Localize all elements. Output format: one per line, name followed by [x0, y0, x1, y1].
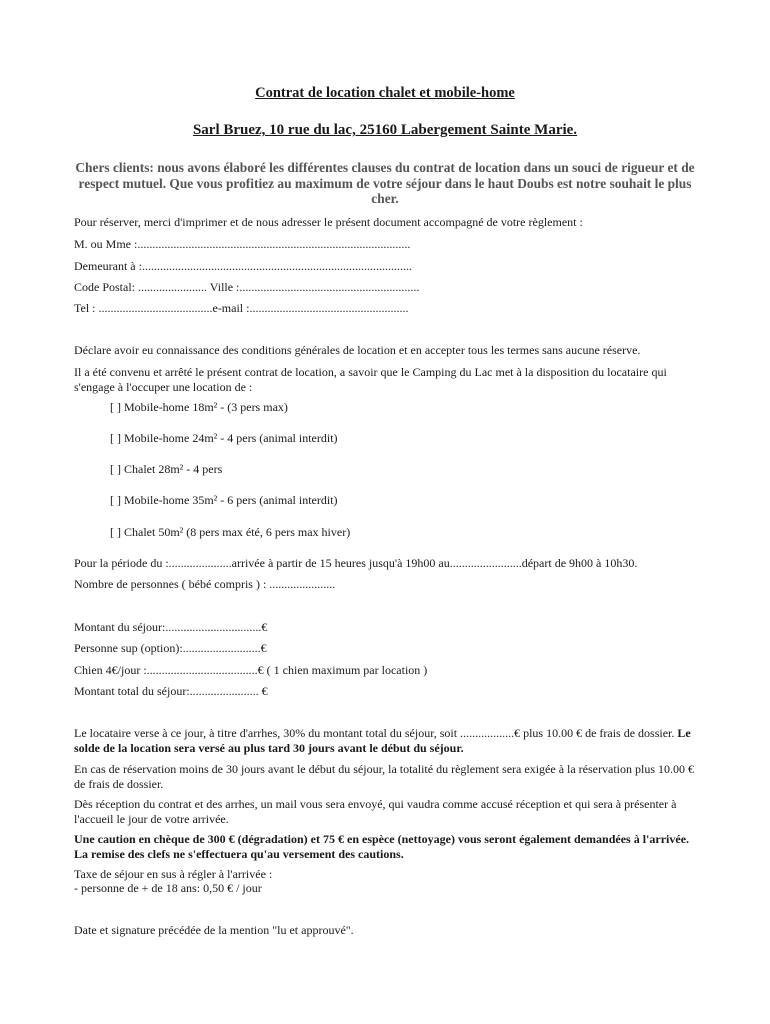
signature-line: Date et signature précédée de la mention "lu et approuvé". [74, 923, 354, 937]
period-field: Pour la période du :.....................arrivée à partir de 15 heures jusqu'à 19h00 au........................départ de 9h00 à 10h30. [74, 556, 638, 570]
intro-paragraph: Chers clients: nous avons élaboré les différentes clauses du contrat de location dans un souci de rigueur et de respect mutuel. Que vous profitiez au maximum de votre séjour dans le haut Doubs est notre souhait le plus cher. [75, 160, 695, 206]
option-chalet-50: [ ] Chalet 50m² (8 pers max été, 6 pers max hiver) [110, 525, 351, 539]
company-address: Sarl Bruez, 10 rue du lac, 25160 Labergement Sainte Marie. [192, 122, 578, 138]
deposit-balance-note: Le solde de la location sera versé au plus tard 30 jours avant le début du séjour. [74, 726, 691, 755]
tax-line: - personne de + de 18 ans: 0,50 € / jour [74, 881, 262, 895]
instructions: Pour réserver, merci d'imprimer et de nous adresser le présent document accompagné de votre règlement : [74, 215, 583, 229]
agreement: Il a été convenu et arrêté le présent contrat de location, a savoir que le Camping du Lac met à la disposition du locataire qui s'engage à l'occuper une location de : [74, 365, 667, 394]
caution-paragraph: Une caution en chèque de 300 € (dégradation) et 75 € en espèce (nettoyage) vous seront également demandées à l'arrivée. La remise des clefs ne s'effectuera qu'au versement des cautions. [74, 832, 690, 861]
deposit-text: Le locataire verse à ce jour, à titre d'arrhes, 30% du montant total du séjour, soit ..................€ plus 10.00 € de frais de dossier. [74, 726, 675, 740]
option-chalet-28: [ ] Chalet 28m² - 4 pers [110, 462, 223, 476]
option-mobile-home-24: [ ] Mobile-home 24m² - 4 pers (animal interdit) [110, 431, 338, 445]
amount-dog: Chien 4€/jour :.....................................€ ( 1 chien maximum par location ) [74, 663, 428, 677]
persons-field: Nombre de personnes ( bébé compris ) : ...................... [74, 577, 336, 591]
name-field: M. ou Mme :........................................................................................... [74, 237, 411, 251]
amount-extra: Personne sup (option):..........................€ [74, 641, 267, 655]
cancellation-paragraph: En cas de réservation moins de 30 jours avant le début du séjour, la totalité du règlement sera exigée à la réservation plus 10.00 € de frais de dossier. [74, 762, 694, 791]
deposit-paragraph [74, 726, 704, 755]
option-mobile-home-18: [ ] Mobile-home 18m² - (3 pers max) [110, 400, 288, 414]
document-title: Contrat de location chalet et mobile-home [255, 85, 515, 101]
amount-total: Montant total du séjour:....................... € [74, 684, 268, 698]
tax-title: Taxe de séjour en sus à régler à l'arrivée : [74, 867, 273, 881]
declaration: Déclare avoir eu connaissance des conditions générales de location et en accepter tous les termes sans aucune réserve. [74, 343, 641, 357]
address-field: Demeurant à :.......................................................................................... [74, 259, 412, 273]
postal-city-field: Code Postal: ....................... Ville :............................................................ [74, 280, 420, 294]
amount-stay: Montant du séjour:................................€ [74, 620, 268, 634]
confirmation-paragraph: Dès réception du contrat et des arrhes, un mail vous sera envoyé, qui vaudra comme accusé réception et qui sera à présenter à l'accueil le jour de votre arrivée. [74, 797, 677, 826]
tel-email-field: Tel : ......................................e-mail :..................................................... [74, 301, 409, 315]
option-mobile-home-35: [ ] Mobile-home 35m² - 6 pers (animal interdit) [110, 493, 338, 507]
